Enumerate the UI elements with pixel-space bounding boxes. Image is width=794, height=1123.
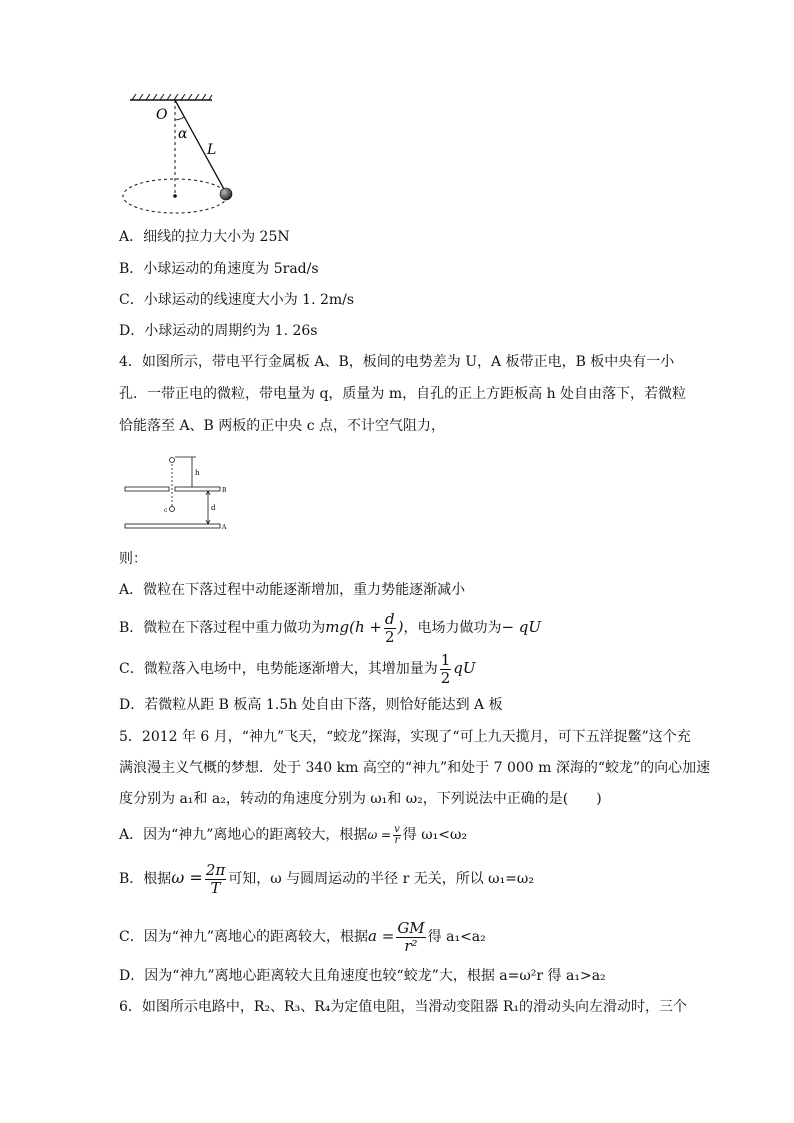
q5-option-c-prefix: C．因为“神九”离地心的距离较大，根据 bbox=[119, 929, 369, 945]
plate-b-right bbox=[175, 487, 220, 491]
string-line bbox=[175, 100, 225, 191]
q4-option-b-expr2: − qU bbox=[501, 618, 542, 636]
label-o: O bbox=[156, 107, 168, 123]
q3-option-b: B．小球运动的角速度为 5rad/s bbox=[119, 261, 319, 277]
q5-option-b-fraction bbox=[205, 862, 226, 897]
label-d: d bbox=[211, 504, 216, 512]
q4-option-b-expr: mg(h + bbox=[325, 618, 382, 636]
q5-option-c-expr: a = bbox=[368, 927, 395, 945]
frac-denominator: 2 bbox=[385, 627, 395, 646]
q5-option-a-prefix: A．因为“神九”离地心的距离较大，根据 bbox=[119, 827, 368, 843]
frac-numerator: 1 bbox=[440, 650, 451, 669]
frac-numerator: GM bbox=[397, 918, 425, 937]
label-c: c bbox=[164, 507, 168, 514]
frac-numerator: v bbox=[394, 823, 400, 835]
plate-a bbox=[125, 524, 220, 528]
frac-denominator: T bbox=[210, 878, 221, 897]
orbit-center-dot bbox=[173, 194, 177, 198]
q4-stem-line-3: 恰能落至 A、B 两板的正中央 c 点，不计空气阻力， bbox=[119, 418, 446, 434]
q5-option-c-fraction bbox=[396, 920, 425, 955]
q4-option-b-fraction bbox=[384, 611, 396, 646]
label-alpha: α bbox=[178, 126, 188, 142]
label-l: L bbox=[207, 142, 217, 158]
frac-numerator: 2π bbox=[205, 860, 226, 879]
q4-stem-line-2: 孔．一带正电的微粒，带电量为 q，质量为 m，自孔的正上方距板高 h 处自由落下，若微粒 bbox=[119, 386, 687, 402]
frac-numerator: d bbox=[384, 609, 395, 628]
q5-option-a-fraction bbox=[393, 825, 401, 846]
q5-stem-line-2: 满浪漫主义气概的梦想．处于 340 km 高空的“神九”和处于 7 000 m 深海的“蛟龙”的向心加速 bbox=[119, 760, 711, 776]
parallel-plates-figure bbox=[122, 455, 230, 535]
particle-start bbox=[170, 458, 175, 463]
frac-denominator: 2 bbox=[440, 668, 451, 687]
q5-option-a-expr: ω = bbox=[367, 828, 392, 842]
q4-option-c-prefix: C．微粒落入电场中，电势能逐渐增大，其增加量为 bbox=[119, 661, 438, 677]
q3-option-a: A．细线的拉力大小为 25N bbox=[119, 229, 290, 245]
q4-option-c-fraction bbox=[440, 652, 452, 687]
pendulum-ball bbox=[220, 188, 232, 200]
frac-denominator: r bbox=[394, 834, 400, 846]
q4-option-a: A．微粒在下落过程中动能逐渐增加，重力势能逐渐减小 bbox=[119, 582, 466, 598]
q4-option-b-prefix: B．微粒在下落过程中重力做功为 bbox=[119, 620, 326, 636]
q5-option-b-suffix: 可知，ω 与圆周运动的半径 r 无关，所以 ω₁=ω₂ bbox=[228, 871, 534, 887]
q5-option-d: D．因为“神九”离地心距离较大且角速度也较“蛟龙”大，根据 a=ω²r 得 a₁>a₂ bbox=[119, 968, 606, 984]
q3-option-d: D．小球运动的周期约为 1. 26s bbox=[119, 323, 318, 339]
label-h: h bbox=[195, 469, 200, 477]
q5-option-b-expr: ω = bbox=[171, 868, 203, 887]
label-a: A bbox=[222, 524, 227, 531]
q5-option-c-suffix: 得 a₁<a₂ bbox=[427, 929, 486, 945]
q6-stem-line-1: 6．如图所示电路中，R₂、R₃、R₄为定值电阻，当滑动变阻器 R₁的滑动头向左滑动时，三个 bbox=[119, 999, 687, 1015]
q5-option-a-suffix: 得 ω₁<ω₂ bbox=[402, 827, 467, 843]
q5-option-a bbox=[119, 821, 467, 849]
q4-option-b-mid: ，电场力做功为 bbox=[403, 620, 502, 636]
q3-option-c: C．小球运动的线速度大小为 1. 2m/s bbox=[119, 292, 355, 308]
plate-b-left bbox=[125, 487, 169, 491]
q4-option-d: D．若微粒从距 B 板高 1.5h 处自由下落，则恰好能达到 A 板 bbox=[119, 697, 503, 713]
frac-denominator: r² bbox=[404, 936, 418, 955]
q5-stem-line-1: 5．2012 年 6 月，“神九”飞天，“蛟龙”探海，实现了“可上九天揽月，可下五洋捉鳖”这个充 bbox=[119, 729, 691, 745]
angle-arc bbox=[175, 117, 184, 120]
q5-option-b-prefix: B．根据 bbox=[119, 871, 172, 887]
q4-option-c bbox=[119, 651, 476, 687]
q4-then: 则： bbox=[119, 551, 147, 567]
q4-stem-line-1: 4．如图所示，带电平行金属板 A、B，板间的电势差为 U，A 板带正电，B 板中央有一小 bbox=[119, 354, 675, 370]
conical-pendulum-figure bbox=[118, 94, 243, 219]
q5-option-c bbox=[119, 918, 486, 955]
ceiling-hatch bbox=[132, 94, 212, 100]
point-c bbox=[170, 507, 175, 512]
label-b: B bbox=[222, 487, 227, 494]
q4-option-c-expr: qU bbox=[453, 659, 476, 677]
q4-option-b bbox=[119, 610, 541, 646]
q5-stem-line-3: 度分别为 a₁和 a₂，转动的角速度分别为 ω₁和 ω₂，下列说法中正确的是( ) bbox=[119, 791, 602, 807]
q4-option-b-expr-close: ) bbox=[397, 618, 404, 636]
q5-option-b bbox=[119, 860, 534, 897]
